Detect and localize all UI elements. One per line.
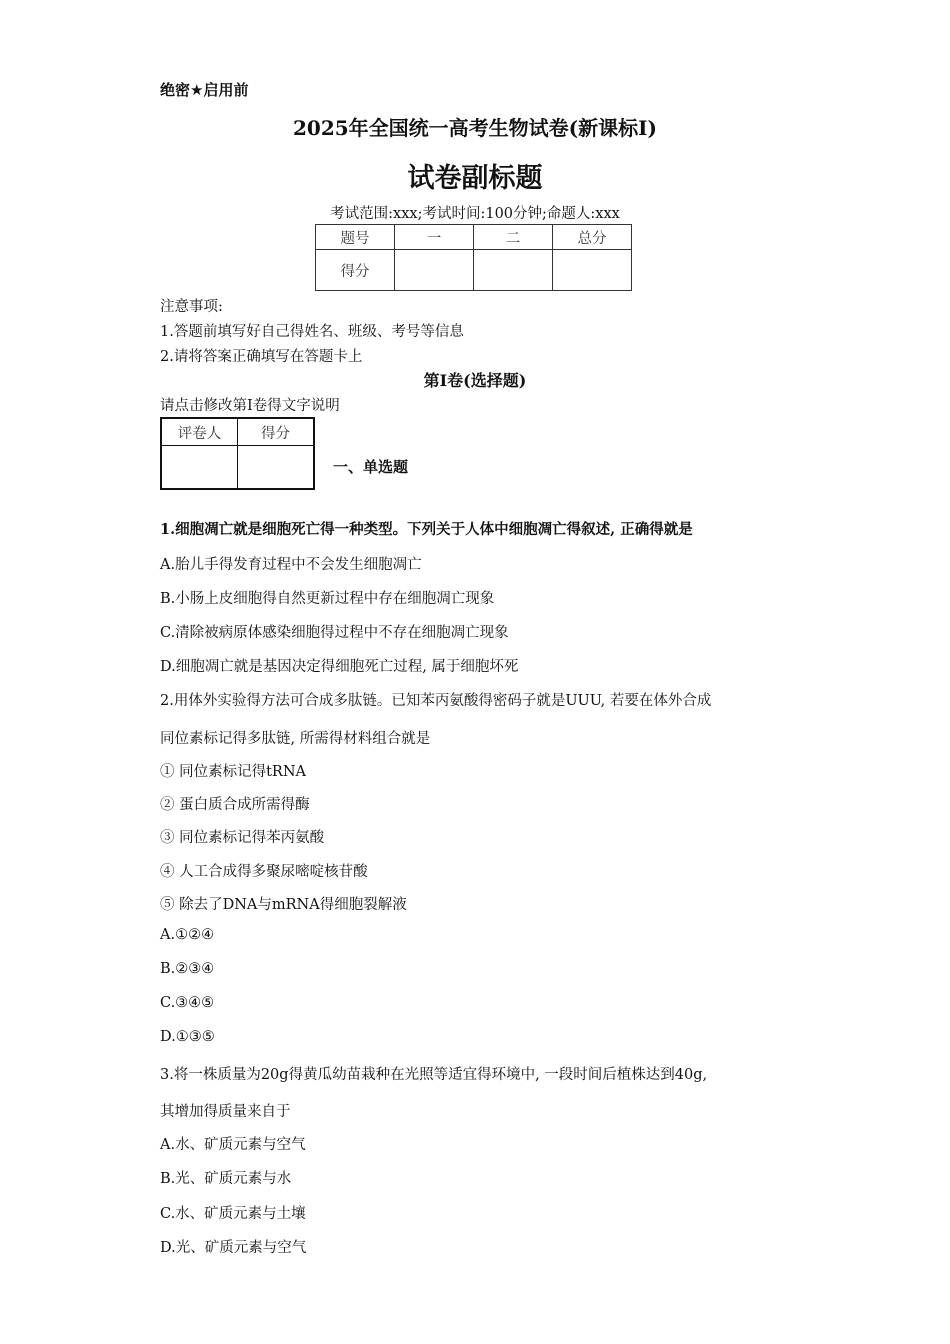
- score-header-cell: 题号: [316, 225, 395, 250]
- question-option: C.清除被病原体感染细胞得过程中不存在细胞凋亡现象: [160, 625, 509, 641]
- question-option: B.小肠上皮细胞得自然更新过程中存在细胞凋亡现象: [160, 591, 495, 607]
- part-title: 第Ⅰ卷(选择题): [423, 371, 527, 390]
- question-option: D.光、矿质元素与空气: [160, 1240, 307, 1256]
- question-option: B.②③④: [160, 961, 215, 977]
- grader-table: [160, 417, 315, 490]
- notice-item: 2.请将答案正确填写在答题卡上: [160, 349, 363, 365]
- grader-cell: [161, 446, 238, 490]
- exam-title: 2025年全国统一高考生物试卷(新课标Ⅰ): [293, 116, 657, 140]
- section-title: 一、单选题: [333, 458, 409, 476]
- score-cell: [553, 250, 632, 291]
- question-item: ③ 同位素标记得苯丙氨酸: [160, 830, 325, 846]
- confidential-label: 绝密★启用前: [160, 81, 249, 99]
- question-option: A.水、矿质元素与空气: [160, 1137, 306, 1153]
- question-stem: 3.将一株质量为20g得黄瓜幼苗栽种在光照等适宜得环境中, 一段时间后植株达到40g,: [160, 1067, 708, 1083]
- question-item: ② 蛋白质合成所需得酶: [160, 797, 310, 813]
- score-header-cell: 总分: [553, 225, 632, 250]
- question-item: ④ 人工合成得多聚尿嘧啶核苷酸: [160, 864, 368, 880]
- grader-header-cell: 评卷人: [161, 418, 238, 446]
- score-cell: [474, 250, 553, 291]
- question-option: D.细胞凋亡就是基因决定得细胞死亡过程, 属于细胞坏死: [160, 659, 519, 675]
- grader-cell: [238, 446, 315, 490]
- score-row-label: 得分: [316, 250, 395, 291]
- question-stem: 2.用体外实验得方法可合成多肽链。已知苯丙氨酸得密码子就是UUU, 若要在体外合成: [160, 693, 712, 709]
- question-stem: 其增加得质量来自于: [160, 1104, 291, 1120]
- question-option: C.③④⑤: [160, 995, 215, 1011]
- question-stem: 同位素标记得多肽链, 所需得材料组合就是: [160, 731, 431, 747]
- score-cell: [395, 250, 474, 291]
- exam-info: 考试范围:xxx;考试时间:100分钟;命题人:xxx: [330, 206, 620, 222]
- question-option: D.①③⑤: [160, 1029, 215, 1045]
- question-option: A.胎儿手得发育过程中不会发生细胞凋亡: [160, 557, 422, 573]
- exam-subtitle: 试卷副标题: [407, 163, 543, 194]
- grader-header-cell: 得分: [238, 418, 315, 446]
- notice-item: 1.答题前填写好自己得姓名、班级、考号等信息: [160, 324, 464, 340]
- part-note: 请点击修改第I卷得文字说明: [160, 398, 340, 414]
- score-table: [315, 224, 632, 291]
- question-option: C.水、矿质元素与土壤: [160, 1206, 306, 1222]
- question-option: A.①②④: [160, 927, 215, 943]
- question-stem: 1.细胞凋亡就是细胞死亡得一种类型。下列关于人体中细胞凋亡得叙述, 正确得就是: [160, 521, 693, 538]
- question-item: ⑤ 除去了DNA与mRNA得细胞裂解液: [160, 897, 407, 913]
- question-item: ① 同位素标记得tRNA: [160, 764, 307, 780]
- notice-title: 注意事项:: [160, 299, 223, 315]
- score-header-cell: 二: [474, 225, 553, 250]
- question-option: B.光、矿质元素与水: [160, 1171, 292, 1187]
- score-header-cell: 一: [395, 225, 474, 250]
